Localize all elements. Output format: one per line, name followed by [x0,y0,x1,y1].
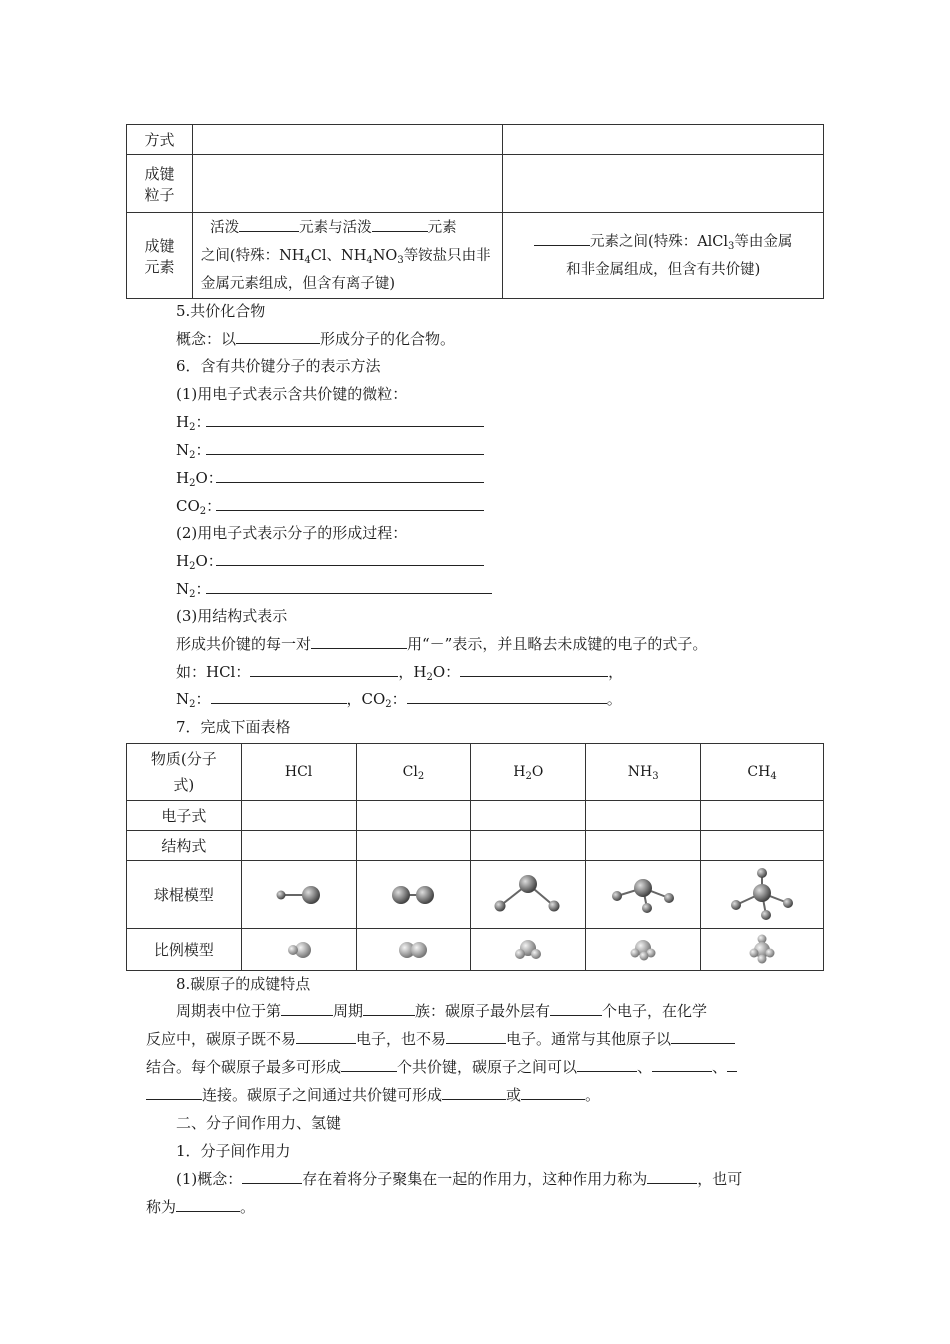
ball-stick-h2o [471,861,586,929]
cell-blank [192,125,503,155]
section-5-title: 5.共价化合物 [176,302,266,320]
cell-blank [503,125,824,155]
header-substance: 物质(分子 式) [127,744,242,801]
cell-blank [503,155,824,213]
section-7-title: 7．完成下面表格 [176,718,291,736]
h2o-formation-line[interactable] [216,565,484,566]
structural-examples-1: 如：HCl： ，$H_2O$： ， [176,663,624,683]
row-label-particles: 成键 粒子 [127,155,193,213]
ball-stick-ch4 [701,861,824,929]
header-h2o: $H_2O$ [471,744,586,801]
intermolecular-force-title: 1．分子间作用力 [176,1142,291,1160]
row-structural-formula: 结构式 [127,831,242,861]
n2-formation-label: $N_2$： [176,580,211,600]
header-hcl: HCl [241,744,356,801]
n2-formation-line[interactable] [206,593,492,594]
co2-answer-line[interactable] [216,510,484,511]
molecule-table [126,743,824,971]
row-ball-stick: 球棍模型 [127,861,242,929]
part-2-title: 二、分子间作用力、氢键 [176,1114,342,1132]
space-fill-h2o [471,929,586,971]
ball-stick-hcl [241,861,356,929]
header-cl2: $Cl_2$ [356,744,471,801]
cell-blank [192,155,503,213]
bond-comparison-table [126,124,824,299]
row-label-elements: 成键 元素 [127,213,193,299]
section-8-title: 8.碳原子的成键特点 [176,975,311,993]
section-8-line1: 周期表中位于第 周期 族：碳原子最外层有 个电子，在化学 [176,1002,708,1020]
h2o-label: $H_2O$： [176,469,223,489]
space-fill-ch4 [701,929,824,971]
ball-stick-nh3 [586,861,701,929]
section-6-part3: (3)用结构式表示 [176,607,288,625]
co2-label: $CO_2$： [176,497,222,517]
header-ch4: $CH_4$ [701,744,824,801]
space-fill-nh3 [586,929,701,971]
space-fill-cl2 [356,929,471,971]
row-electron-formula: 电子式 [127,801,242,831]
n2-label: $N_2$： [176,441,211,461]
section-6-part1: (1)用电子式表示含共价键的微粒： [176,385,408,403]
h2-answer-line[interactable] [206,426,484,427]
space-fill-hcl [241,929,356,971]
h2o-answer-line[interactable] [216,482,484,483]
ball-stick-cl2 [356,861,471,929]
h2-label: $H_2$： [176,413,211,433]
intermolecular-force-concept: (1)概念： 存在着将分子聚集在一起的作用力，这种作用力称为 ，也可 [176,1170,743,1188]
header-nh3: $NH_3$ [586,744,701,801]
section-6-title: 6．含有共价键分子的表示方法 [176,357,381,375]
section-8-line2: 反应中，碳原子既不易 电子，也不易 电子。通常与其他原子以 [146,1028,735,1049]
row-space-filling: 比例模型 [127,929,242,971]
section-8-line3: 结合。每个碳原子最多可形成 个共价键，碳原子之间可以 、 、 [146,1056,737,1077]
intermolecular-force-concept-2: 称为 。 [146,1198,256,1216]
structural-examples-2: $N_2$： ，$CO_2$： 。 [176,690,622,710]
h2o-formation-label: $H_2O$： [176,552,223,572]
section-5-concept: 概念：以 形成分子的化合物。 [176,330,456,348]
section-8-line4: 连接。碳原子之间通过共价键可形成 或 。 [146,1084,600,1105]
covalent-elements-cell: 元素之间(特殊：AlCl$_3$等由金属 和非金属组成，但含有共价键) [503,213,824,299]
ionic-elements-cell: 活泼 元素与活泼 元素 之间(特殊：$NH_4Cl$、$NH_4NO_3$等铵盐只由非 金属元素组成，但含有离子键) [192,213,503,299]
row-label-method: 方式 [127,125,193,155]
structural-formula-def: 形成共价键的每一对 用“－”表示，并且略去未成键的电子的式子。 [176,635,708,653]
section-6-part2: (2)用电子式表示分子的形成过程： [176,524,408,542]
n2-answer-line[interactable] [206,454,484,455]
